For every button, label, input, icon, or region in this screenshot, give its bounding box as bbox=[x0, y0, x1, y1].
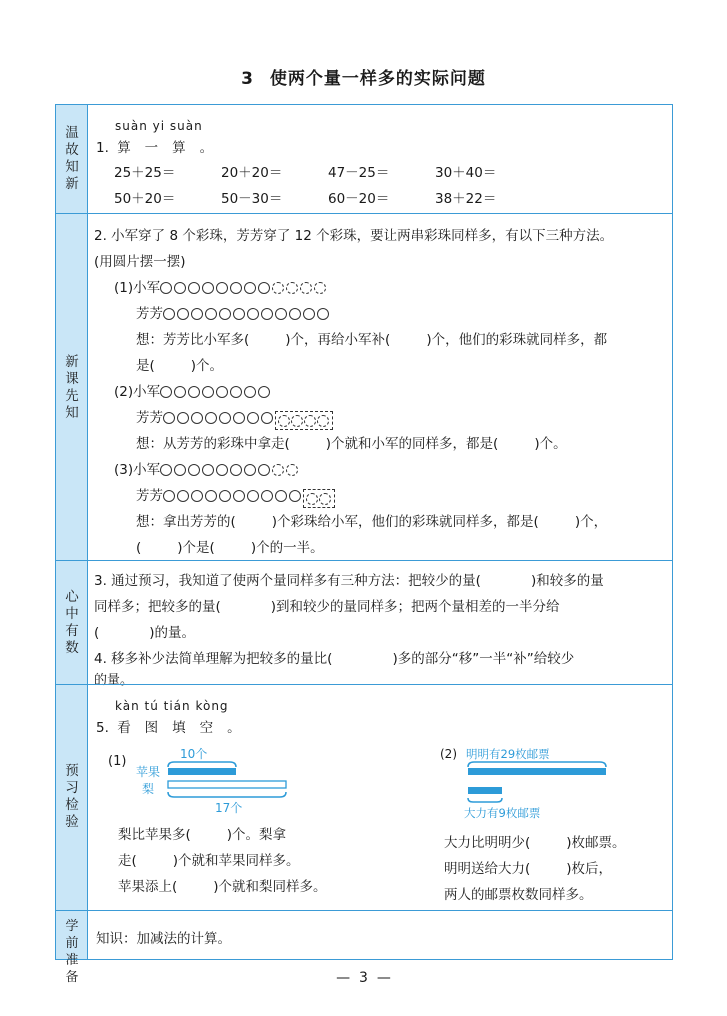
label-text: 温 故 知 新 bbox=[65, 125, 79, 192]
q1-number: 1. bbox=[96, 140, 109, 156]
dashed-bead-icon bbox=[286, 464, 298, 476]
bead-icon bbox=[233, 412, 245, 424]
dashed-bead-icon bbox=[304, 415, 316, 427]
text: 苹果添上( bbox=[118, 879, 178, 895]
bead-icon bbox=[230, 464, 242, 476]
bead-icon bbox=[202, 386, 214, 398]
bead-icon bbox=[163, 490, 175, 502]
bead-icon bbox=[275, 490, 287, 502]
calc-item: 47－25＝ bbox=[328, 165, 390, 181]
dashed-bead-icon bbox=[317, 415, 329, 427]
calc-item: 60－20＝ bbox=[328, 191, 390, 207]
bead-icon bbox=[216, 464, 228, 476]
dashed-bead-icon bbox=[272, 464, 284, 476]
section-label-new bbox=[56, 354, 88, 422]
calc-item: 50－30＝ bbox=[221, 191, 283, 207]
worksheet-table bbox=[55, 104, 673, 985]
m3-label: (3)小军 bbox=[114, 462, 161, 478]
bead-icon bbox=[219, 412, 231, 424]
bead-icon bbox=[188, 386, 200, 398]
text: 想：拿出芳芳的( bbox=[136, 514, 236, 530]
q3-line2 bbox=[94, 595, 560, 615]
m2-xiaojun-row bbox=[114, 380, 272, 400]
beads bbox=[160, 462, 300, 478]
q3-line3 bbox=[94, 621, 195, 641]
dashed-bead-icon bbox=[272, 282, 284, 294]
bead-icon bbox=[261, 412, 273, 424]
text: 明明送给大力( bbox=[444, 861, 531, 877]
bead-icon bbox=[230, 282, 242, 294]
fig2-num: (2) bbox=[440, 747, 457, 761]
bead-icon bbox=[163, 412, 175, 424]
bead-icon bbox=[177, 490, 189, 502]
mingming-brace bbox=[468, 762, 606, 767]
bead-icon bbox=[202, 464, 214, 476]
calc-item: 38＋22＝ bbox=[435, 191, 497, 207]
text: )个。 bbox=[534, 436, 567, 452]
fig1-bottom-label: 17个 bbox=[215, 801, 243, 815]
fig1-apple-label: 苹果 bbox=[136, 765, 161, 779]
q5-heading bbox=[96, 716, 255, 736]
text: 3. 通过预习，我知道了使两个量同样多有三种方法：把较少的量( bbox=[94, 573, 481, 589]
m3-think-cont bbox=[136, 536, 324, 556]
fig1-q-line3 bbox=[118, 875, 327, 895]
fig1-q-line2 bbox=[118, 849, 300, 869]
bead-icon bbox=[188, 464, 200, 476]
calc-item: 20＋20＝ bbox=[221, 165, 283, 181]
bead-icon bbox=[244, 282, 256, 294]
q3-line1 bbox=[94, 569, 604, 589]
footer-dash-right: — bbox=[367, 970, 391, 986]
bead-icon bbox=[191, 412, 203, 424]
bead-icon bbox=[247, 412, 259, 424]
q4-line2: 的量。 bbox=[94, 673, 134, 688]
stamps-diagram bbox=[440, 741, 610, 825]
dashed-bead-icon bbox=[286, 282, 298, 294]
m1-think-cont bbox=[136, 354, 223, 374]
m1-think bbox=[136, 328, 607, 348]
mingming-bar bbox=[468, 768, 606, 775]
m1-xiaojun-row bbox=[114, 276, 328, 296]
bead-icon bbox=[177, 308, 189, 320]
dashed-bead-icon bbox=[306, 493, 318, 505]
bead-icon bbox=[258, 282, 270, 294]
bead-icon bbox=[202, 282, 214, 294]
dashed-bead-icon bbox=[291, 415, 303, 427]
fig1-top-label: 10个 bbox=[180, 747, 208, 761]
bead-icon bbox=[258, 464, 270, 476]
m1-fangfang-row bbox=[136, 302, 331, 322]
bead-icon bbox=[160, 464, 172, 476]
label-text: 学 前 准 备 bbox=[65, 919, 79, 985]
bead-icon bbox=[289, 490, 301, 502]
moved-beads-box bbox=[303, 489, 335, 508]
bead-icon bbox=[261, 308, 273, 320]
calc-item: 50＋20＝ bbox=[114, 191, 176, 207]
text: ( bbox=[136, 540, 142, 556]
bead-icon bbox=[275, 308, 287, 320]
m1-label: (1)小军 bbox=[114, 280, 161, 296]
bead-icon bbox=[233, 308, 245, 320]
text: )的量。 bbox=[149, 625, 196, 641]
m3-xiaojun-row bbox=[114, 458, 300, 478]
lesson-number: 3 bbox=[241, 69, 254, 89]
m3-fang-label: 芳芳 bbox=[136, 488, 163, 504]
section-label-check bbox=[56, 763, 88, 831]
text: 大力比明明少( bbox=[444, 835, 531, 851]
section-new bbox=[56, 213, 672, 560]
section-check bbox=[56, 684, 672, 910]
text: )个。 bbox=[190, 358, 224, 374]
label-text: 预 习 检 验 bbox=[65, 763, 79, 830]
label-text: 心 中 有 数 bbox=[65, 589, 79, 656]
bead-icon bbox=[191, 490, 203, 502]
section-label-warmup bbox=[56, 125, 88, 193]
bead-icon bbox=[188, 282, 200, 294]
bead-icon bbox=[247, 308, 259, 320]
text: )个的一半。 bbox=[250, 540, 324, 556]
section-label-mind bbox=[56, 589, 88, 657]
q1-heading-text: 算一算。 bbox=[117, 140, 228, 156]
text: )个，再给小军补( bbox=[285, 332, 391, 348]
calc-item: 30＋40＝ bbox=[435, 165, 497, 181]
text: )枚后， bbox=[566, 861, 613, 877]
fig2-bottom-label: 大力有9枚邮票 bbox=[464, 806, 541, 820]
bead-icon bbox=[258, 386, 270, 398]
bead-icon bbox=[174, 386, 186, 398]
bead-icon bbox=[174, 464, 186, 476]
lesson-title: 使两个量一样多的实际问题 bbox=[269, 69, 486, 89]
removed-beads-box bbox=[275, 411, 333, 430]
bead-icon bbox=[317, 308, 329, 320]
text: )个。梨拿 bbox=[226, 827, 287, 843]
text: )个就和梨同样多。 bbox=[213, 879, 327, 895]
bead-icon bbox=[261, 490, 273, 502]
bead-icon bbox=[163, 308, 175, 320]
text: )个， bbox=[574, 514, 608, 530]
bead-icon bbox=[216, 282, 228, 294]
bead-icon bbox=[205, 412, 217, 424]
dali-bar bbox=[468, 787, 502, 794]
apple-bar bbox=[168, 768, 236, 775]
text: )枚邮票。 bbox=[566, 835, 626, 851]
page-footer bbox=[0, 970, 727, 986]
footer-dash-left: — bbox=[336, 970, 360, 986]
section-prep bbox=[56, 910, 672, 985]
beads bbox=[163, 306, 331, 322]
bead-icon bbox=[205, 308, 217, 320]
m2-think bbox=[136, 432, 567, 452]
text: )多的部分“移”一半“补”给较少 bbox=[392, 651, 575, 667]
pear-bar bbox=[168, 781, 286, 788]
q2-line2: (用圆片摆一摆) bbox=[94, 254, 186, 270]
label-text: 新 课 先 知 bbox=[65, 354, 79, 421]
bead-icon bbox=[244, 464, 256, 476]
beads bbox=[160, 280, 328, 296]
text: )个，他们的彩珠就同样多，都 bbox=[426, 332, 608, 348]
bead-icon bbox=[160, 386, 172, 398]
text: 想：芳芳比小军多( bbox=[136, 332, 250, 348]
m2-label: (2)小军 bbox=[114, 384, 161, 400]
text: )个是( bbox=[177, 540, 215, 556]
dashed-bead-icon bbox=[314, 282, 326, 294]
text: 是( bbox=[136, 358, 155, 374]
bead-icon bbox=[191, 308, 203, 320]
text: )个彩珠给小军，他们的彩珠就同样多，都是( bbox=[271, 514, 539, 530]
text: 想：从芳芳的彩珠中拿走( bbox=[136, 436, 290, 452]
bead-icon bbox=[233, 490, 245, 502]
fig2-q-line1 bbox=[444, 831, 626, 851]
pear-brace bbox=[168, 792, 286, 797]
text: 同样多；把较多的量( bbox=[94, 599, 221, 615]
text: 4. 移多补少法简单理解为把较多的量比( bbox=[94, 651, 333, 667]
fig1-pear-label: 梨 bbox=[142, 782, 155, 796]
apple-brace bbox=[168, 762, 236, 767]
section-warmup bbox=[56, 105, 672, 213]
text: ( bbox=[94, 625, 100, 641]
bead-icon bbox=[219, 308, 231, 320]
bead-icon bbox=[230, 386, 242, 398]
fig2-q-line2 bbox=[444, 857, 612, 877]
bead-icon bbox=[177, 412, 189, 424]
q5-number: 5. bbox=[96, 720, 109, 736]
bead-icon bbox=[303, 308, 315, 320]
pinyin: suàn yi suàn bbox=[115, 119, 203, 133]
apple-pear-diagram bbox=[108, 745, 298, 825]
dali-brace bbox=[468, 798, 502, 802]
bead-icon bbox=[244, 386, 256, 398]
bead-icon bbox=[174, 282, 186, 294]
text: 梨比苹果多( bbox=[118, 827, 191, 843]
text: )和较多的量 bbox=[530, 573, 604, 589]
bead-icon bbox=[205, 490, 217, 502]
section-mind bbox=[56, 560, 672, 688]
m1-fang-label: 芳芳 bbox=[136, 306, 163, 322]
m2-fang-label: 芳芳 bbox=[136, 410, 163, 426]
fig2-top-label: 明明有29枚邮票 bbox=[466, 747, 550, 761]
page-number: 3 bbox=[359, 970, 368, 986]
bead-icon bbox=[247, 490, 259, 502]
q4-line1 bbox=[94, 647, 574, 667]
bead-icon bbox=[216, 386, 228, 398]
page-title bbox=[0, 64, 727, 89]
dashed-bead-icon bbox=[300, 282, 312, 294]
beads bbox=[163, 488, 303, 504]
q2-line1: 2. 小军穿了 8 个彩珠，芳芳穿了 12 个彩珠，要让两串彩珠同样多，有以下三种方法。 bbox=[94, 228, 614, 244]
beads bbox=[160, 384, 272, 400]
m3-fangfang-row bbox=[136, 484, 335, 508]
bead-icon bbox=[219, 490, 231, 502]
text: )个就和苹果同样多。 bbox=[172, 853, 300, 869]
q1-heading bbox=[96, 136, 227, 156]
fig1-q-line1 bbox=[118, 823, 286, 843]
beads bbox=[163, 410, 275, 426]
dashed-bead-icon bbox=[319, 493, 331, 505]
dashed-bead-icon bbox=[278, 415, 290, 427]
bead-icon bbox=[289, 308, 301, 320]
text: )个就和小军的同样多，都是( bbox=[325, 436, 499, 452]
bead-icon bbox=[160, 282, 172, 294]
prep-text: 知识：加减法的计算。 bbox=[96, 931, 231, 947]
text: 走( bbox=[118, 853, 137, 869]
pinyin: kàn tú tián kòng bbox=[115, 699, 229, 713]
q5-heading-text: 看图填空。 bbox=[117, 720, 255, 736]
calc-item: 25＋25＝ bbox=[114, 165, 176, 181]
m2-fangfang-row bbox=[136, 406, 333, 430]
fig1-num: (1) bbox=[108, 754, 127, 769]
text: )到和较少的量同样多；把两个量相差的一半分给 bbox=[270, 599, 560, 615]
fig2-q-line3: 两人的邮票枚数同样多。 bbox=[444, 887, 593, 903]
m3-think bbox=[136, 510, 607, 530]
